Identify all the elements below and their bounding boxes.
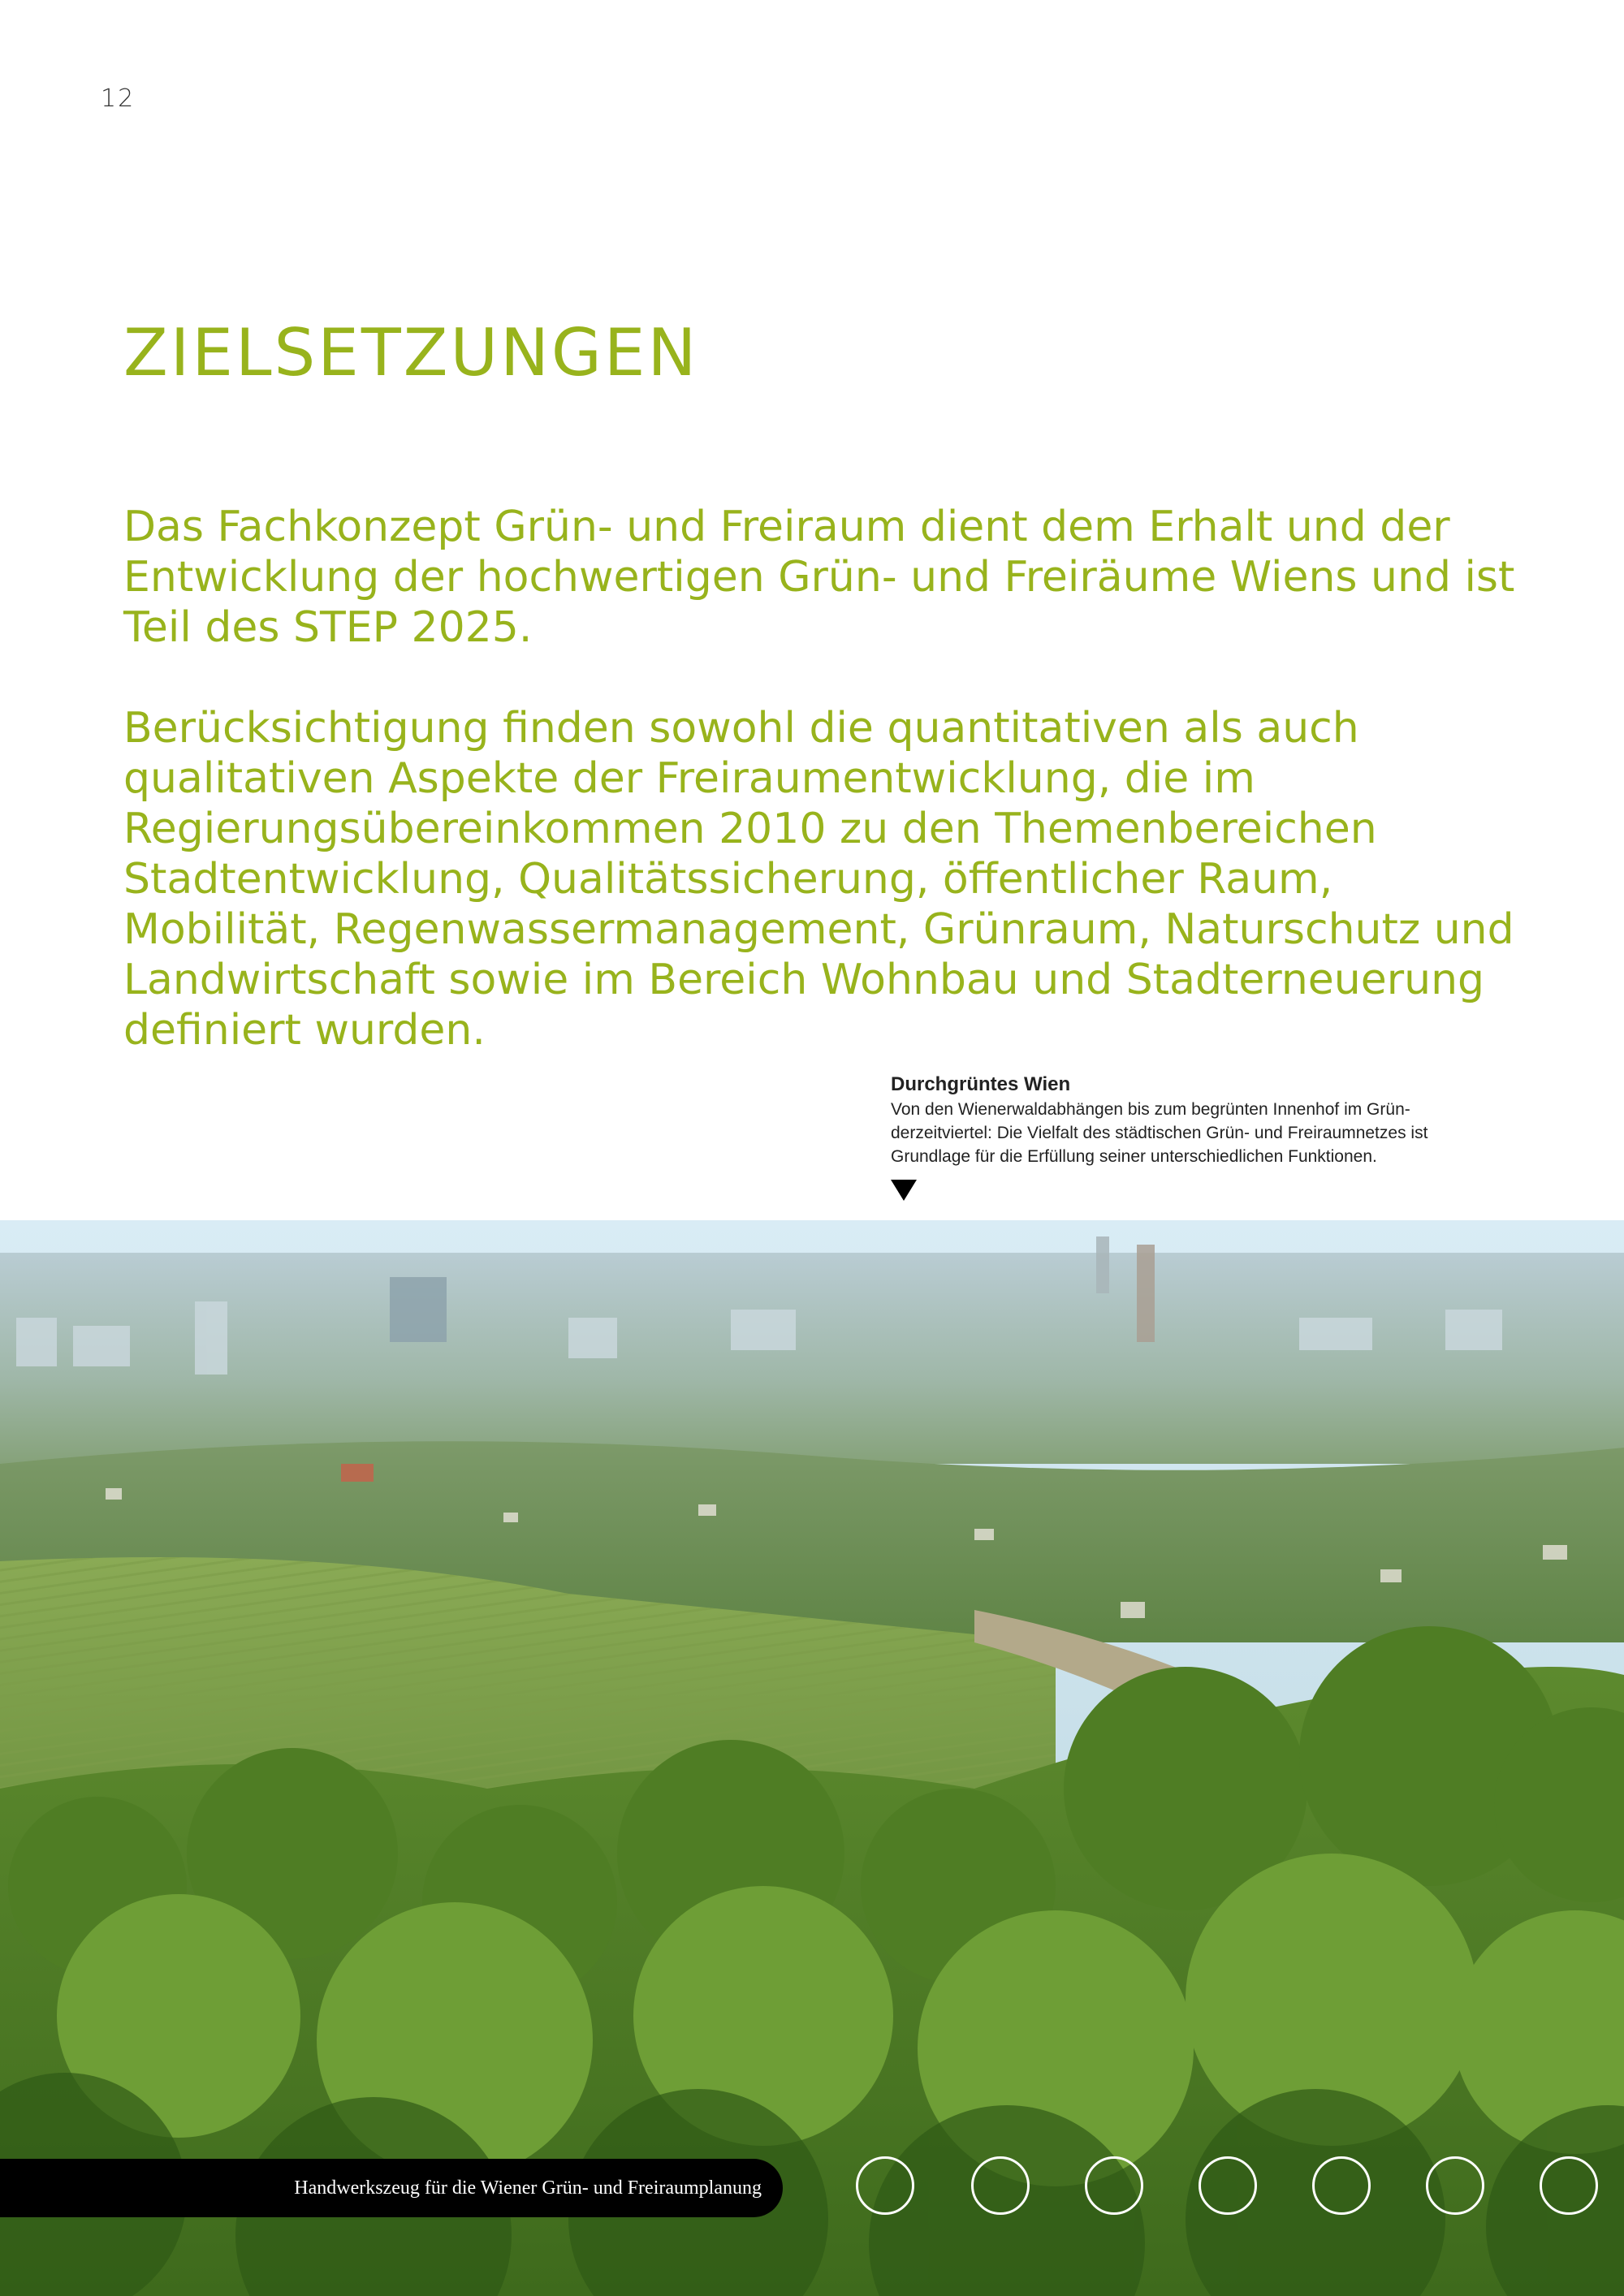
intro-paragraph-1: Das Fachkonzept Grün- und Freiraum dient dem Erhalt und der Entwicklung der hochwertigen Grün- und Freiräume Wiens und ist Teil des STEP 2025. [123,503,1515,652]
nav-dot-7[interactable] [1540,2156,1598,2215]
footer-label: Handwerkszeug für die Wiener Grün- und Freiraumplanung [294,2177,762,2199]
footer-bar [0,2159,783,2217]
nav-dot-4[interactable] [1199,2156,1257,2215]
caption-text: Von den Wienerwaldabhängen bis zum begrünten Innenhof im Gründerzeitviertel: Die Vielfalt des städtischen Grün- und Freiraumnetzes ist Grundlage für die Erfüllung seiner unterschiedlichen Funktionen. [891,1100,1428,1166]
section-navigation [856,2156,1624,2221]
page-title: ZIELSETZUNGEN [123,315,699,391]
photo-caption [891,1072,1443,1201]
page-number: 12 [101,84,136,113]
nav-dot-2[interactable] [971,2156,1030,2215]
vienna-landscape-photo [0,1220,1624,2296]
nav-dot-5[interactable] [1312,2156,1371,2215]
nav-dot-1[interactable] [856,2156,914,2215]
intro-text [123,502,1520,1106]
intro-paragraph-2: Berücksichtigung finden sowohl die quantitativen als auch qualitativen Aspekte der Freiraumentwicklung, die im Regierungsübereinkommen 2010 zu den Themenbereichen Stadtentwicklung, Qualitätssicherung, öffentlicher Raum, Mobilität, Regenwassermanagement, Grünraum, Naturschutz und Landwirtschaft sowie im Bereich Wohnbau und Stadterneuerung definiert wurden. [123,704,1514,1055]
caption-title: Durchgrüntes Wien [891,1073,1071,1095]
nav-dot-6[interactable] [1426,2156,1484,2215]
nav-dot-3[interactable] [1085,2156,1143,2215]
arrow-down-icon [891,1180,917,1201]
